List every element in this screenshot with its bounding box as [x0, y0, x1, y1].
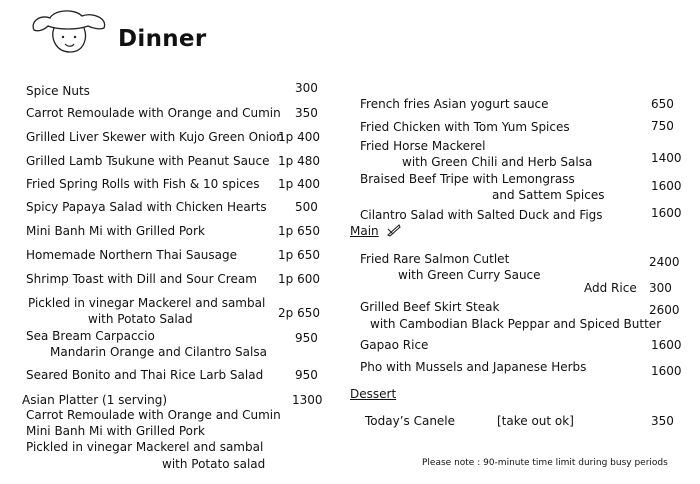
- menu-item-price: 350: [295, 106, 318, 120]
- menu-item-name: Fried Horse Mackerel: [360, 139, 486, 153]
- section-heading-main: Main: [350, 224, 379, 238]
- menu-item-price: 1p 400: [278, 130, 320, 144]
- menu-item-price: 650: [651, 97, 674, 111]
- menu-item-subtitle: and Sattem Spices: [492, 188, 605, 202]
- chef-face-logo: [28, 8, 110, 56]
- platter-item: Pickled in vinegar Mackerel and sambal: [26, 440, 264, 454]
- menu-item-subtitle: with Green Chili and Herb Salsa: [402, 155, 593, 169]
- menu-item-name: French fries Asian yogurt sauce: [360, 97, 549, 111]
- menu-item-name: Mini Banh Mi with Grilled Pork: [26, 224, 205, 238]
- menu-item-name: Sea Bream Carpaccio: [26, 329, 155, 343]
- menu-item-price: 1400: [651, 151, 682, 165]
- menu-item-price: 1p 650: [278, 224, 320, 238]
- menu-item-name: Fried Rare Salmon Cutlet: [360, 252, 510, 266]
- menu-item-name: Grilled Liver Skewer with Kujo Green Onion: [26, 130, 284, 144]
- menu-item-name: Grilled Beef Skirt Steak: [360, 300, 500, 314]
- menu-item-name: Spice Nuts: [26, 84, 90, 98]
- dessert-name: Today’s Canele: [365, 414, 456, 428]
- menu-item-price: 2600: [649, 303, 680, 317]
- knife-icon: [386, 223, 402, 237]
- menu-item-price: 1p 400: [278, 177, 320, 191]
- menu-item-price: 2p 650: [278, 306, 320, 320]
- menu-item-name: Shrimp Toast with Dill and Sour Cream: [26, 272, 257, 286]
- menu-item-price: 1600: [651, 179, 682, 193]
- platter-name: Asian Platter (1 serving): [22, 393, 168, 407]
- menu-item-name: Cilantro Salad with Salted Duck and Figs: [360, 208, 603, 222]
- menu-item-price: 750: [651, 119, 674, 133]
- menu-item-price: 2400: [649, 255, 680, 269]
- menu-item-price: 1600: [651, 206, 682, 220]
- platter-item: Carrot Remoulade with Orange and Cumin: [26, 408, 281, 422]
- addon-price: 300: [649, 281, 672, 295]
- dessert-tag: [take out ok]: [497, 414, 574, 428]
- platter-price: 1300: [292, 393, 323, 407]
- menu-item-price: 300: [295, 81, 318, 95]
- menu-item-price: 1p 600: [278, 272, 320, 286]
- page-title: Dinner: [118, 26, 207, 52]
- dessert-price: 350: [651, 414, 674, 428]
- menu-item-price: 950: [295, 368, 318, 382]
- menu-item-name: Fried Chicken with Tom Yum Spices: [360, 120, 570, 134]
- menu-item-name: Gapao Rice: [360, 338, 429, 352]
- menu-item-name: Pickled in vinegar Mackerel and sambal: [28, 296, 266, 310]
- menu-item-price: 1p 650: [278, 248, 320, 262]
- menu-item-subtitle: Mandarin Orange and Cilantro Salsa: [50, 345, 267, 359]
- menu-item-subtitle: with Potato Salad: [88, 312, 193, 326]
- section-heading-dessert: Dessert: [350, 387, 397, 401]
- menu-item-name: Spicy Papaya Salad with Chicken Hearts: [26, 200, 267, 214]
- menu-item-price: 500: [295, 200, 318, 214]
- menu-item-name: Seared Bonito and Thai Rice Larb Salad: [26, 368, 264, 382]
- menu-item-name: Homemade Northern Thai Sausage: [26, 248, 238, 262]
- footer-note: Please note : 90-minute time limit during busy periods: [422, 458, 668, 468]
- menu-item-subtitle: with Cambodian Black Peppar and Spiced Butter: [370, 317, 662, 331]
- menu-item-name: Carrot Remoulade with Orange and Cumin: [26, 106, 281, 120]
- menu-item-subtitle: with Green Curry Sauce: [398, 268, 541, 282]
- menu-item-name: Grilled Lamb Tsukune with Peanut Sauce: [26, 154, 270, 168]
- menu-item-price: 1600: [651, 364, 682, 378]
- menu-item-price: 950: [295, 331, 318, 345]
- platter-item: Mini Banh Mi with Grilled Pork: [26, 424, 205, 438]
- menu-item-price: 1p 480: [278, 154, 320, 168]
- platter-item: with Potato salad: [162, 457, 266, 471]
- menu-item-name: Fried Spring Rolls with Fish & 10 spices: [26, 177, 260, 191]
- menu-item-name: Braised Beef Tripe with Lemongrass: [360, 172, 575, 186]
- menu-item-price: 1600: [651, 338, 682, 352]
- menu-item-name: Pho with Mussels and Japanese Herbs: [360, 360, 587, 374]
- addon-label: Add Rice: [584, 281, 637, 295]
